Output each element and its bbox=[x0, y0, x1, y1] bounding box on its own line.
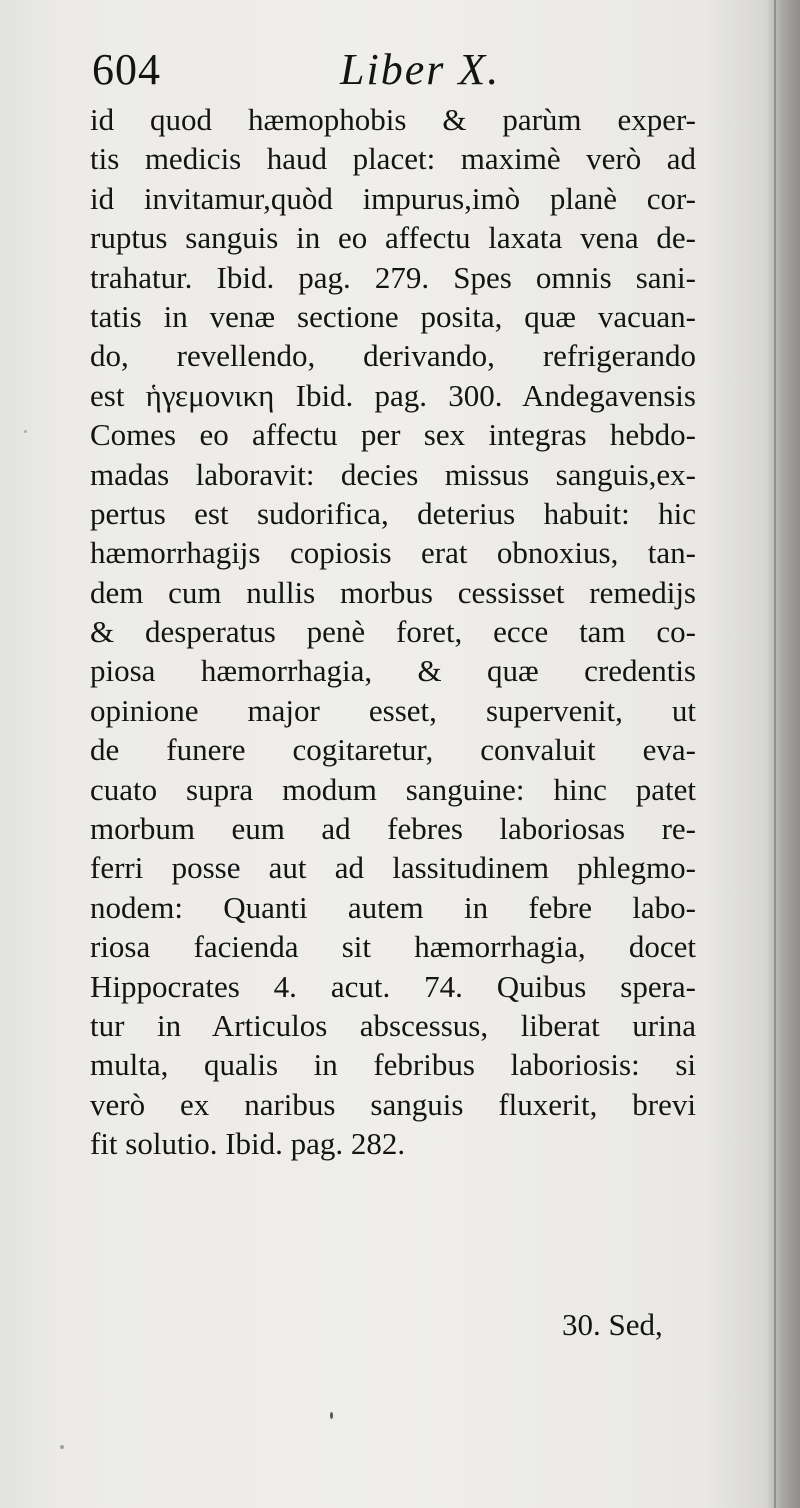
page-gutter bbox=[768, 0, 800, 1508]
text-line: nodem: Quanti autem in febre labo- bbox=[90, 889, 696, 925]
text-line: multa, qualis in febribus laboriosis: si bbox=[90, 1047, 696, 1083]
text-line: tatis in venæ sectione posita, quæ vacuan- bbox=[90, 298, 696, 334]
text-line: ruptus sanguis in eo affectu laxata vena de- bbox=[90, 220, 696, 256]
text-line: est ἡγεμονικη Ibid. pag. 300. Andegavensis bbox=[90, 377, 696, 413]
text-line: verò ex naribus sanguis fluxerit, brevi bbox=[90, 1086, 696, 1122]
text-line: opinione major esset, supervenit, ut bbox=[90, 692, 696, 728]
ink-speck bbox=[60, 1445, 64, 1449]
text-line: hæmorrhagijs copiosis erat obnoxius, tan- bbox=[90, 535, 696, 571]
text-line: trahatur. Ibid. pag. 279. Spes omnis sani- bbox=[90, 259, 696, 295]
text-line: Hippocrates 4. acut. 74. Quibus spera- bbox=[90, 968, 696, 1004]
text-line: pertus est sudorifica, deterius habuit: hic bbox=[90, 495, 696, 531]
text-line: tis medicis haud placet: maximè verò ad bbox=[90, 141, 696, 177]
text-line: morbum eum ad febres laboriosas re- bbox=[90, 811, 696, 847]
text-line: do, revellendo, derivando, refrigerando bbox=[90, 338, 696, 374]
ink-speck bbox=[330, 1412, 333, 1419]
text-line: cuato supra modum sanguine: hinc patet bbox=[90, 771, 696, 807]
running-title: Liber X. bbox=[340, 45, 501, 94]
text-line: dem cum nullis morbus cessisset remedijs bbox=[90, 574, 696, 610]
text-line: id invitamur,quòd impurus,imò planè cor- bbox=[90, 180, 696, 216]
text-line: id quod hæmophobis & parùm exper- bbox=[90, 102, 696, 137]
binding-edge bbox=[774, 0, 776, 1508]
text-line: tur in Articulos abscessus, liberat urina bbox=[90, 1007, 696, 1043]
text-line: & desperatus penè foret, ecce tam co- bbox=[90, 614, 696, 650]
text-line: piosa hæmorrhagia, & quæ credentis bbox=[90, 653, 696, 689]
body-text bbox=[90, 100, 696, 1164]
ink-speck bbox=[24, 430, 27, 433]
page-number: 604 bbox=[92, 45, 161, 94]
text-line: madas laboravit: decies missus sanguis,ex- bbox=[90, 456, 696, 492]
text-line: Comes eo affectu per sex integras hebdo- bbox=[90, 417, 696, 453]
text-line: fit solutio. Ibid. pag. 282. bbox=[90, 1126, 406, 1162]
catchword: 30. Sed, bbox=[562, 1307, 663, 1342]
text-line: ferri posse aut ad lassitudinem phlegmo- bbox=[90, 850, 696, 886]
text-line: de funere cogitaretur, convaluit eva- bbox=[90, 732, 696, 768]
page-header bbox=[92, 42, 692, 98]
text-line: riosa facienda sit hæmorrhagia, docet bbox=[90, 929, 696, 965]
